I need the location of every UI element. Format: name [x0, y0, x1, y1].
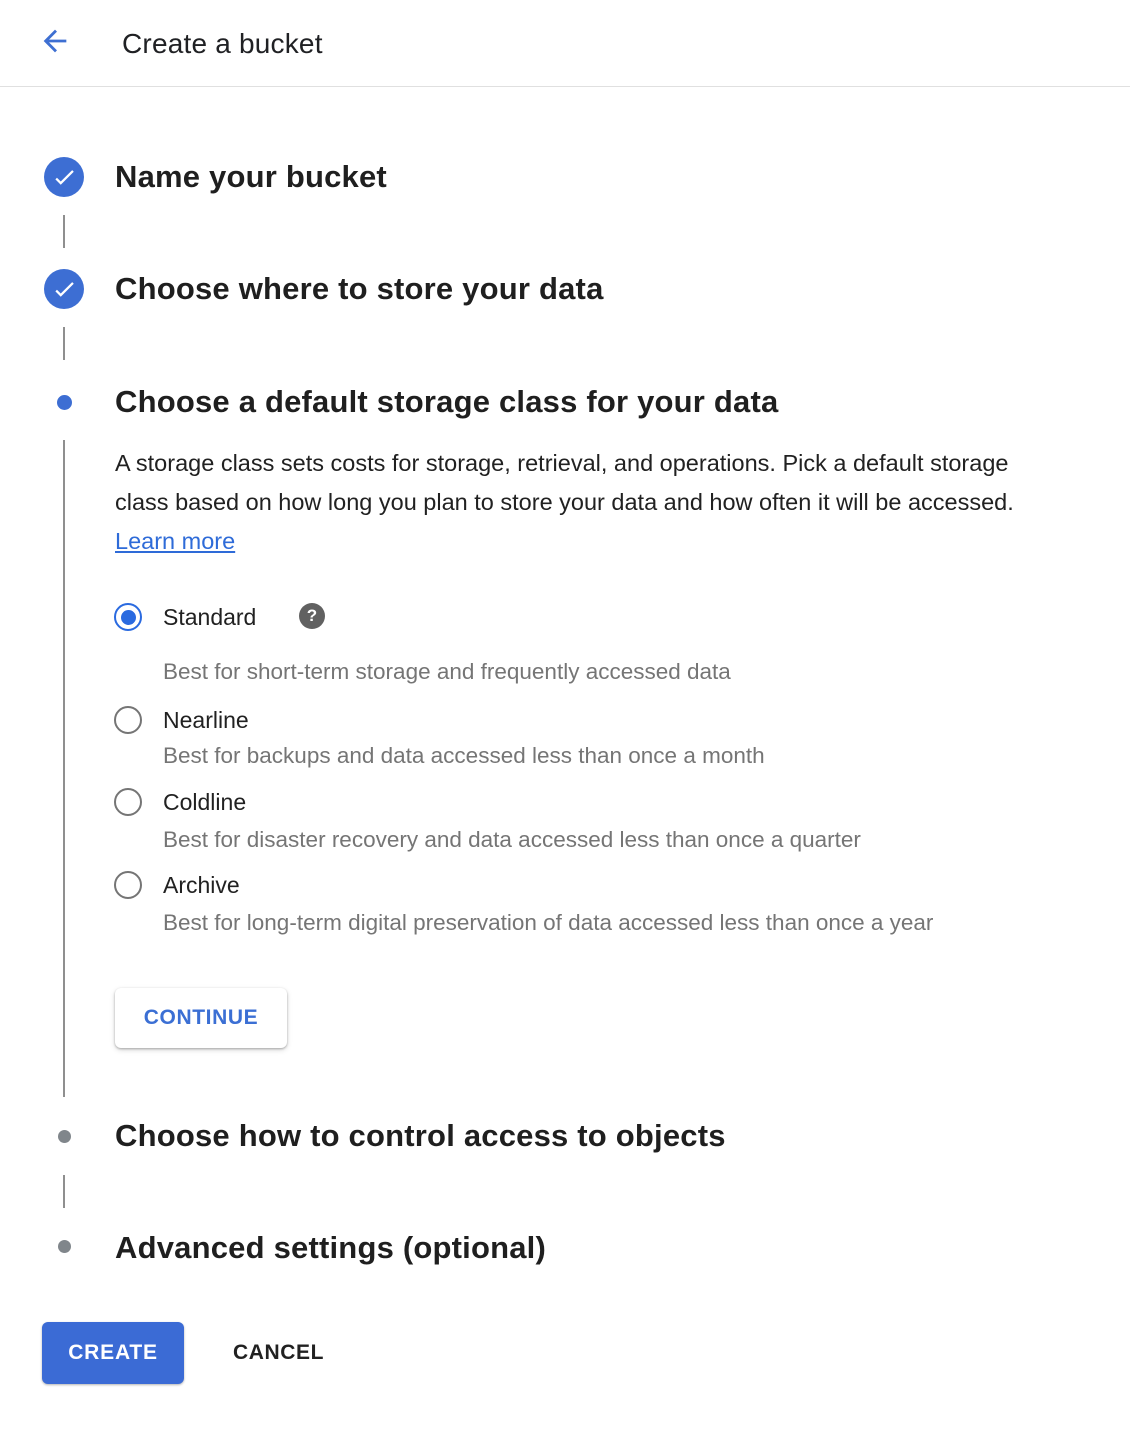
step-connector: [63, 1175, 65, 1208]
step-connector: [63, 327, 65, 360]
help-icon[interactable]: ?: [299, 603, 325, 629]
radio-standard-description: Best for short-term storage and frequently accessed data: [163, 659, 731, 684]
radio-archive[interactable]: [114, 871, 142, 899]
radio-archive-description: Best for long-term digital preservation of data accessed less than once a year: [163, 910, 934, 935]
check-icon: [51, 164, 77, 190]
radio-standard-label[interactable]: Standard: [163, 604, 257, 630]
radio-standard[interactable]: [114, 603, 142, 631]
back-button[interactable]: [36, 22, 74, 60]
storage-class-description: [115, 444, 1065, 561]
radio-archive-label[interactable]: Archive: [163, 872, 240, 898]
radio-coldline-label[interactable]: Coldline: [163, 789, 247, 815]
cancel-button[interactable]: CANCEL: [213, 1332, 344, 1374]
header-bar: [0, 0, 1130, 87]
step5-pending-dot-icon: [58, 1240, 71, 1253]
step4-pending-dot-icon: [58, 1130, 71, 1143]
radio-coldline[interactable]: [114, 788, 142, 816]
page-title: Create a bucket: [122, 27, 323, 59]
continue-button[interactable]: CONTINUE: [115, 988, 287, 1048]
step5-heading: Advanced settings (optional): [115, 1230, 547, 1265]
radio-nearline[interactable]: [114, 706, 142, 734]
step1-completed-icon: [44, 157, 84, 197]
step-connector: [63, 215, 65, 248]
radio-nearline-label[interactable]: Nearline: [163, 707, 249, 733]
step2-heading[interactable]: Choose where to store your data: [115, 271, 604, 306]
create-button[interactable]: CREATE: [42, 1322, 184, 1384]
step1-heading[interactable]: Name your bucket: [115, 159, 387, 194]
learn-more-link[interactable]: Learn more: [115, 528, 236, 554]
description-text: A storage class sets costs for storage, retrieval, and operations. Pick a default storage class based on how long you plan to store your data and how often it will be accessed.: [115, 450, 1014, 515]
active-step-rail: [63, 440, 65, 1097]
step4-heading: Choose how to control access to objects: [115, 1118, 726, 1153]
radio-nearline-description: Best for backups and data accessed less than once a month: [163, 743, 765, 768]
step3-active-dot-icon: [57, 395, 72, 410]
check-icon: [51, 276, 77, 302]
step3-heading: Choose a default storage class for your data: [115, 384, 779, 419]
step2-completed-icon: [44, 269, 84, 309]
arrow-left-icon: [38, 24, 72, 58]
radio-coldline-description: Best for disaster recovery and data accessed less than once a quarter: [163, 827, 861, 852]
